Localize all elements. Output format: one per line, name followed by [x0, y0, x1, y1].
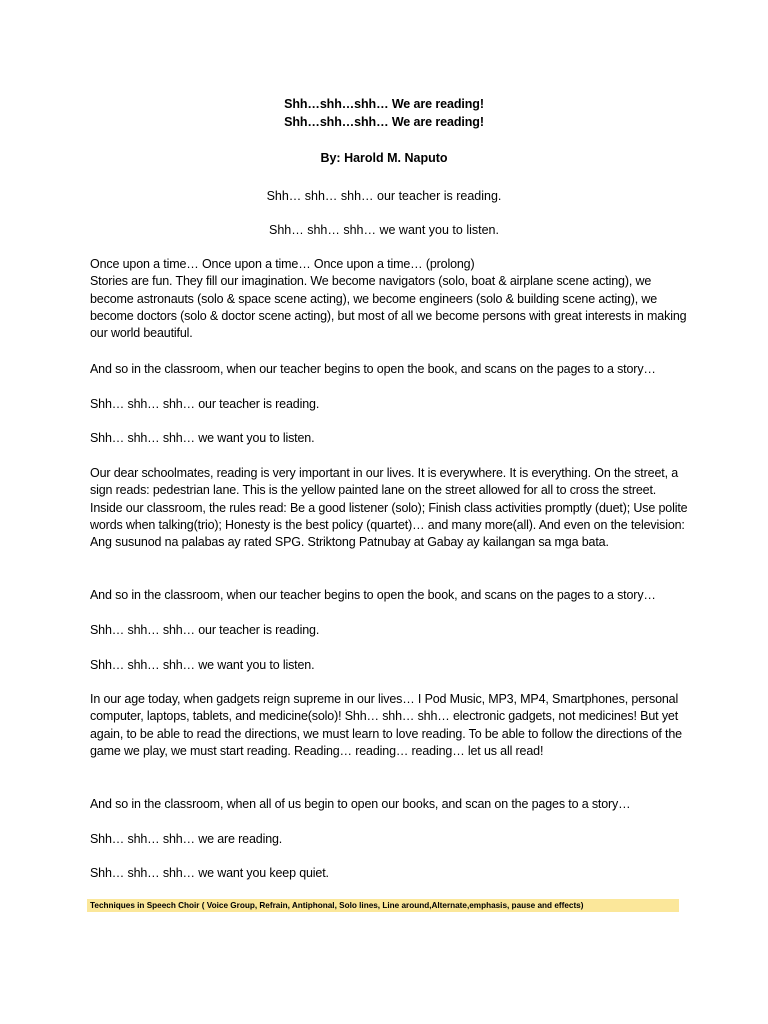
- paragraph-classroom-1: [90, 361, 690, 378]
- paragraph-gadgets: [90, 691, 690, 760]
- paragraph: And so in the classroom, when our teacher begins to open the book, and scans on the pages to a story…: [90, 588, 656, 602]
- paragraph: Shh… shh… shh… our teacher is reading.: [90, 397, 320, 411]
- intro-line-2: Shh… shh… shh… we want you to listen.: [269, 223, 499, 237]
- paragraph: And so in the classroom, when all of us begin to open our books, and scan on the pages to a story…: [90, 797, 631, 811]
- paragraph: Shh… shh… shh… we want you to listen.: [90, 658, 315, 672]
- paragraph-refrain-1a: [90, 396, 690, 413]
- paragraph-once-upon: [90, 256, 690, 342]
- paragraph: Shh… shh… shh… we are reading.: [90, 832, 283, 846]
- paragraph-classroom-2: [90, 587, 690, 604]
- intro-line-1: Shh… shh… shh… our teacher is reading.: [266, 189, 502, 203]
- paragraph: Shh… shh… shh… we want you keep quiet.: [90, 866, 329, 880]
- paragraph: Shh… shh… shh… our teacher is reading.: [90, 623, 320, 637]
- paragraph: Our dear schoolmates, reading is very important in our lives. It is everywhere. It is everything. On the street, a sign reads: pedestrian lane. This is the yellow painted lane on the street allowed for all to cross the street. Inside our classroom, the rules read: Be a good listener (solo); Finish class activities promptly (duet); Use polite words when talking(trio); Honesty is the best policy (quartet)… and many more(all). And even on the television: Ang susunod na palabas ay rated SPG. Striktong Patnubay at Gabay ay kailangan sa mga bata.: [90, 466, 688, 550]
- paragraph-refrain-2a: [90, 622, 690, 639]
- paragraph-refrain-1b: [90, 430, 690, 447]
- title-line-1: Shh…shh…shh… We are reading!: [284, 97, 484, 111]
- paragraph: Shh… shh… shh… we want you to listen.: [90, 431, 315, 445]
- paragraph-schoolmates: [90, 465, 690, 551]
- paragraph: And so in the classroom, when our teacher begins to open the book, and scans on the pages to a story…: [90, 362, 656, 376]
- paragraph-refrain-3a: [90, 831, 690, 848]
- paragraph: Once upon a time… Once upon a time… Once upon a time… (prolong): [90, 257, 475, 271]
- paragraph: Stories are fun. They fill our imagination. We become navigators (solo, boat & airplane scene acting), we become astronauts (solo & space scene acting), we become engineers (solo & building scene acting), we become doctors (solo & doctor scene acting), but most of all we become persons with great interests in making our world beautiful.: [90, 274, 687, 341]
- paragraph-refrain-2b: [90, 657, 690, 674]
- paragraph: In our age today, when gadgets reign supreme in our lives… I Pod Music, MP3, MP4, Smartphones, personal computer, laptops, tablets, and medicine(solo)! Shh… shh… shh… electronic gadgets, not medicines! But yet again, to be able to read the directions, we must learn to love reading. To be able to follow the directions of the game we play, we must start reading. Reading… reading… reading… let us all read!: [90, 692, 682, 758]
- paragraph-refrain-3b: [90, 865, 690, 882]
- title-line-2: Shh…shh…shh… We are reading!: [284, 115, 484, 129]
- paragraph-classroom-3: [90, 796, 690, 813]
- byline: By: Harold M. Naputo: [320, 151, 448, 165]
- techniques-footnote: Techniques in Speech Choir ( Voice Group, Refrain, Antiphonal, Solo lines, Line around,Alternate,emphasis, pause and effects): [87, 899, 679, 912]
